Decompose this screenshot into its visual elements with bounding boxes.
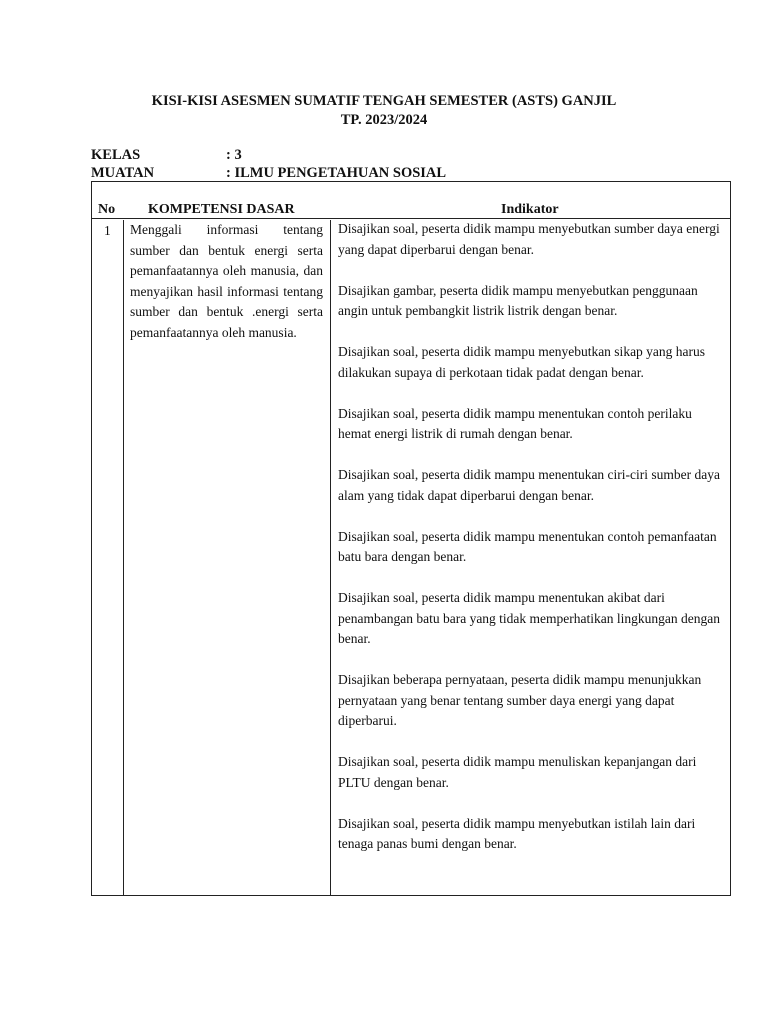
muatan-value: : ILMU PENGETAHUAN SOSIAL — [226, 165, 447, 181]
document-title-line2: TP. 2023/2024 — [340, 112, 428, 128]
document-title-line1: KISI-KISI ASESMEN SUMATIF TENGAH SEMESTER (ASTS) GANJIL — [151, 93, 617, 109]
column-divider-kompetensi — [330, 220, 331, 895]
header-no: No — [98, 202, 116, 217]
indikator-list — [338, 219, 728, 875]
indikator-item: Disajikan soal, peserta didik mampu menuliskan kepanjangan dari PLTU dengan benar. — [338, 754, 697, 790]
indikator-item: Disajikan gambar, peserta didik mampu menyebutkan penggunaan angin untuk pembangkit listrik listrik dengan benar. — [338, 282, 698, 318]
kelas-value: : 3 — [226, 147, 242, 163]
indikator-item: Disajikan soal, peserta didik mampu menyebutkan istilah lain dari tenaga panas bumi dengan benar. — [338, 815, 696, 851]
kelas-label: KELAS — [91, 147, 141, 163]
kompetensi-dasar-text: Menggali informasi tentang sumber dan bentuk energi serta pemanfaatannya oleh manusia, dan menyajikan hasil informasi tentang sumber dan bentuk .energi serta pemanfaatannya oleh manusia. — [130, 222, 323, 340]
column-divider-no — [123, 220, 124, 895]
kelas-row — [91, 146, 242, 164]
indikator-item: Disajikan soal, peserta didik mampu menyebutkan sikap yang harus dilakukan supaya di perkotaan tidak padat dengan benar. — [338, 344, 706, 380]
indikator-item: Disajikan soal, peserta didik mampu menentukan contoh perilaku hemat energi listrik di rumah dengan benar. — [338, 405, 692, 441]
header-indikator: Indikator — [501, 202, 559, 217]
indikator-item: Disajikan soal, peserta didik mampu menyebutkan sumber daya energi yang dapat diperbarui dengan benar. — [338, 221, 720, 257]
indikator-item: Disajikan soal, peserta didik mampu menentukan ciri-ciri sumber daya alam yang tidak dapat diperbarui dengan benar. — [338, 467, 721, 503]
header-kompetensi-dasar: KOMPETENSI DASAR — [148, 202, 295, 217]
indikator-item: Disajikan soal, peserta didik mampu menentukan akibat dari penambangan batu bara yang tidak memperhatikan lingkungan dengan benar. — [338, 590, 720, 646]
muatan-row — [91, 164, 446, 182]
row-number: 1 — [104, 223, 111, 238]
muatan-label: MUATAN — [91, 165, 155, 181]
kisi-kisi-table — [91, 181, 731, 896]
indikator-item: Disajikan soal, peserta didik mampu menentukan contoh pemanfaatan batu bara dengan benar. — [338, 528, 717, 564]
indikator-item: Disajikan beberapa pernyataan, peserta didik mampu menunjukkan pernyataan yang benar tentang sumber daya energi yang dapat diperbarui. — [338, 672, 702, 728]
